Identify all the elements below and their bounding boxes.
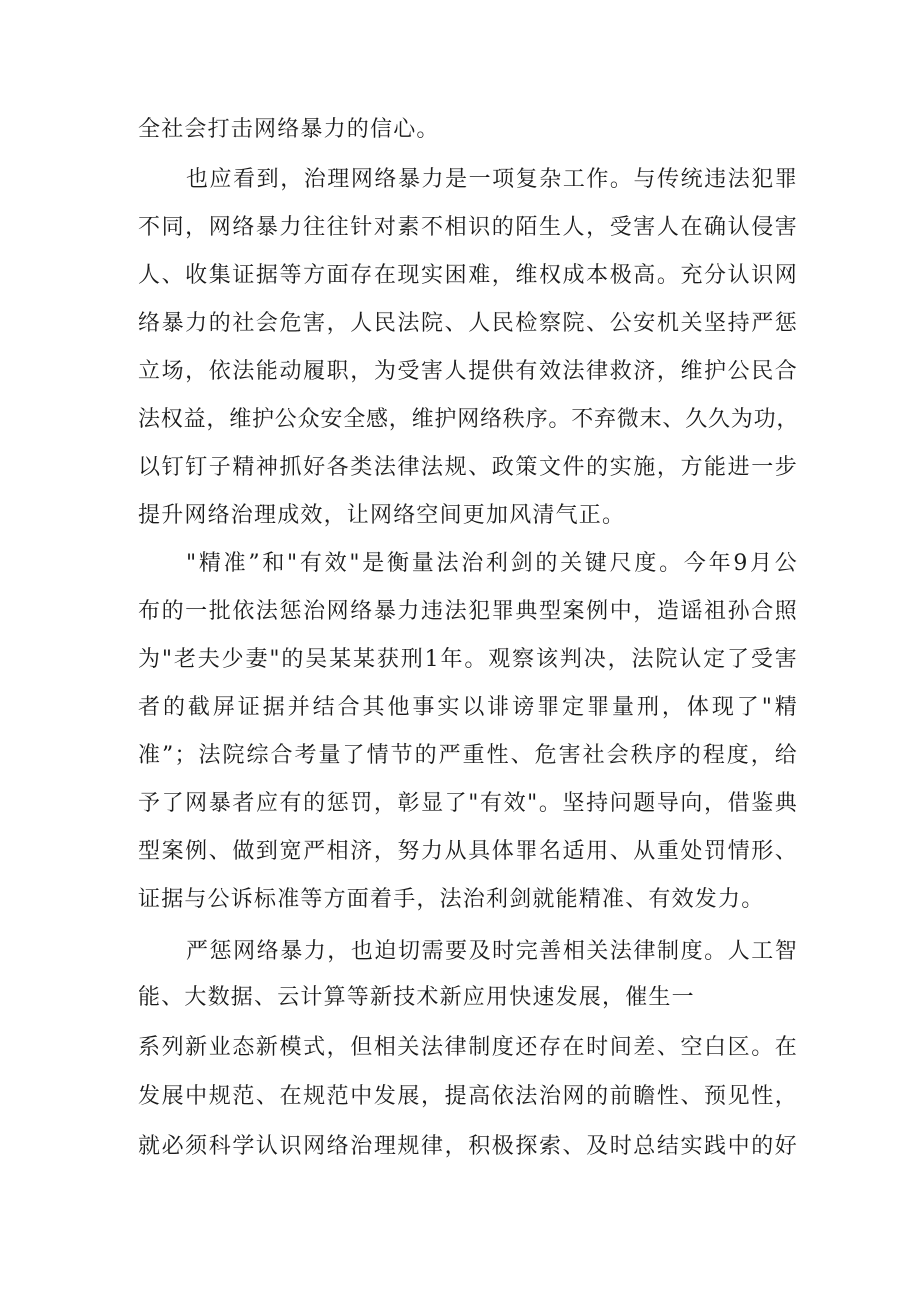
text-line: 者的截屏证据并结合其他事实以诽谤罪定罪量刑，体现了"精 [138,695,798,720]
text-line: 不同，网络暴力往往针对素不相识的陌生人，受害人在确认侵害 [138,215,798,240]
text-line: 法权益，维护公众安全感，维护网络秩序。不弃微末、久久为功， [138,407,800,432]
text-line: 证据与公诉标准等方面着手，法治利剑就能精准、有效发力。 [138,887,765,912]
text-line: 型案例、做到宽严相济，努力从具体罪名适用、从重处罚情形、 [138,839,798,864]
text-line: 为"老夫少妻"的吴某某获刑1年。观察该判决，法院认定了受害 [138,647,798,672]
text-line: 全社会打击网络暴力的信心。 [138,117,440,142]
paragraph-first-line: 也应看到，治理网络暴力是一项复杂工作。与传统违法犯罪 [186,167,798,192]
paragraph-first-line: "精准”和"有效"是衡量法治利剑的关键尺度。今年9月公 [186,551,798,576]
text-line: 准”；法院综合考量了情节的严重性、危害社会秩序的程度，给 [138,743,798,768]
text-line: 能、大数据、云计算等新技术新应用快速发展，催生一 [138,985,695,1010]
paragraph-first-line: 严惩网络暴力，也迫切需要及时完善相关法律制度。人工智 [186,939,798,964]
text-line: 予了网暴者应有的惩罚，彰显了"有效"。坚持问题导向，借鉴典 [138,791,798,816]
text-line: 提升网络治理成效，让网络空间更加风清气正。 [138,503,626,528]
text-line: 发展中规范、在规范中发展，提高依法治网的前瞻性、预见性， [138,1084,798,1109]
text-line: 系列新业态新模式，但相关法律制度还存在时间差、空白区。在 [138,1035,798,1060]
text-line: 人、收集证据等方面存在现实困难，维权成本极高。充分认识网 [138,263,798,288]
text-line: 布的一批依法惩治网络暴力违法犯罪典型案例中，造谣祖孙合照 [138,599,798,624]
text-line: 立场，依法能动履职，为受害人提供有效法律救济，维护公民合 [138,359,798,384]
text-line: 就必须科学认识网络治理规律，积极探索、及时总结实践中的好 [138,1134,798,1159]
text-line: 以钉钉子精神抓好各类法律法规、政策文件的实施，方能进一步 [138,455,798,480]
text-line: 络暴力的社会危害，人民法院、人民检察院、公安机关坚持严惩 [138,311,798,336]
